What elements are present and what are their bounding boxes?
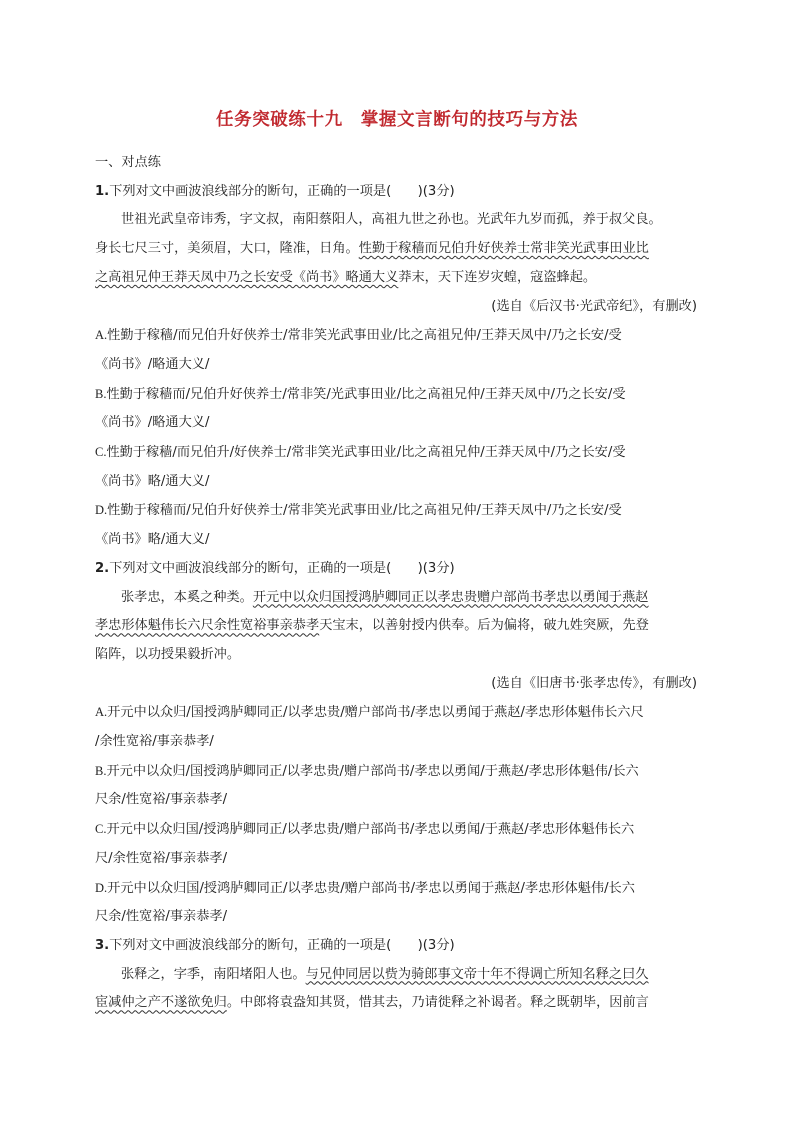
option-text: 《尚书》略/通大义/ bbox=[95, 473, 210, 489]
document-body bbox=[95, 149, 699, 1018]
source-citation: (选自《旧唐书·张孝忠传》，有删改) bbox=[491, 675, 697, 691]
passage-line bbox=[95, 206, 699, 235]
option-letter: A. bbox=[95, 328, 108, 343]
option-text: 尺余/性宽裕/事亲恭孝/ bbox=[95, 909, 228, 925]
passage-text: 张孝忠，本奚之种类。 bbox=[121, 589, 253, 605]
option-letter: A. bbox=[95, 705, 108, 720]
option-text: 性勤于稼穑而/兄伯升好侠养士/常非笑/光武事田业/比之高祖兄仲/王莽天凤中/乃之长安/受 bbox=[106, 386, 626, 402]
option-text: 《尚书》/略通大义/ bbox=[95, 415, 210, 431]
option-line bbox=[95, 903, 699, 932]
option-line bbox=[95, 409, 699, 438]
source-citation: (选自《后汉书·光武帝纪》，有删改) bbox=[491, 298, 697, 314]
question-text: 下列对文中画波浪线部分的断句，正确的一项是( )(3分) bbox=[109, 937, 455, 953]
option-line bbox=[95, 351, 699, 380]
option-line bbox=[95, 321, 699, 351]
option-line bbox=[95, 526, 699, 555]
question-number: 1. bbox=[95, 183, 110, 199]
wavy-underlined-text: 宦减仲之产不遂欲免归 bbox=[95, 995, 227, 1011]
option-text: 开元中以众归/国授鸿胪卿同正/以孝忠贵/赠户部尚书/孝忠以勇闻于燕赵/孝忠形体魁伟长六尺 bbox=[107, 705, 644, 721]
option-line bbox=[95, 815, 699, 845]
page-title: 任务突破练十九 掌握文言断句的技巧与方法 bbox=[216, 110, 578, 130]
option-text: /余性宽裕/事亲恭孝/ bbox=[95, 734, 214, 750]
passage-text: 莽末，天下连岁灾蝗，寇盗蜂起。 bbox=[398, 269, 597, 285]
passage-line bbox=[95, 961, 699, 990]
option-letter: D. bbox=[95, 503, 108, 518]
option-text: 《尚书》略/通大义/ bbox=[95, 532, 210, 548]
passage-text: 陷阵，以功授果毅折冲。 bbox=[95, 646, 241, 662]
passage-text: 张释之，字季，南阳堵阳人也。 bbox=[121, 966, 306, 982]
option-text: 性勤于稼穑/而兄伯升/好侠养士/常非笑光武事田业/比之高祖兄仲/王莽天凤中/乃之长安/受 bbox=[106, 445, 626, 461]
wavy-underlined-text: 之高祖兄仲王莽天凤中乃之长安受《尚书》略通大义 bbox=[95, 269, 399, 285]
option-text: 开元中以众归/国授鸿胪卿同正/以孝忠贵/赠户部尚书/孝忠以勇闻/于燕赵/孝忠形体魁伟/长六 bbox=[106, 763, 639, 779]
passage-line bbox=[95, 641, 699, 670]
question-text: 下列对文中画波浪线部分的断句，正确的一项是( )(3分) bbox=[109, 183, 455, 199]
passage-line bbox=[95, 584, 699, 613]
option-letter: B. bbox=[95, 763, 107, 778]
option-line bbox=[95, 757, 699, 787]
section-heading: 一、对点练 bbox=[95, 155, 161, 170]
option-line bbox=[95, 468, 699, 497]
option-text: 性勤于稼穑/而兄伯升好侠养士/常非笑光武事田业/比之高祖兄仲/王莽天凤中/乃之长安/受 bbox=[107, 328, 622, 344]
option-line bbox=[95, 496, 699, 526]
question-number: 3. bbox=[95, 937, 110, 953]
question-stem bbox=[95, 932, 699, 961]
passage-text: 世祖光武皇帝讳秀，字文叔，南阳蔡阳人，高祖九世之孙也。光武年九岁而孤，养于叔父良。 bbox=[121, 212, 662, 228]
wavy-underlined-text: 性勤于稼穑而兄伯升好侠养士常非笑光武事田业比 bbox=[358, 241, 649, 257]
option-text: 尺/余性宽裕/事亲恭孝/ bbox=[95, 850, 228, 866]
option-line bbox=[95, 698, 699, 728]
passage-line bbox=[95, 612, 699, 641]
question-text: 下列对文中画波浪线部分的断句，正确的一项是( )(3分) bbox=[109, 560, 455, 576]
option-line bbox=[95, 380, 699, 410]
option-line bbox=[95, 786, 699, 815]
passage-text: 。中郎将袁盎知其贤，惜其去，乃请徙释之补谒者。释之既朝毕，因前言 bbox=[226, 995, 649, 1011]
question-stem bbox=[95, 555, 699, 584]
option-text: 性勤于稼穑而/兄伯升好侠养士/常非笑光武事田业/比之高祖兄仲/王莽天凤中/乃之长安/受 bbox=[107, 503, 622, 519]
passage-line bbox=[95, 235, 699, 264]
passage-text: 天宝末，以善射授内供奉。后为偏将，破九姓突厥，先登 bbox=[319, 618, 649, 634]
wavy-underlined-text: 与兄仲同居以赀为骑郎事文帝十年不得调亡所知名释之曰久 bbox=[305, 966, 649, 982]
option-line bbox=[95, 874, 699, 904]
option-text: 《尚书》/略通大义/ bbox=[95, 356, 210, 372]
option-line bbox=[95, 728, 699, 757]
option-text: 尺余/性宽裕/事亲恭孝/ bbox=[95, 792, 228, 808]
option-letter: C. bbox=[95, 445, 107, 460]
option-text: 开元中以众归国/授鸿胪卿同正/以孝忠贵/赠户部尚书/孝忠以勇闻/于燕赵/孝忠形体魁伟长六 bbox=[106, 822, 635, 838]
option-letter: D. bbox=[95, 880, 108, 895]
wavy-underlined-text: 孝忠形体魁伟长六尺余性宽裕事亲恭孝 bbox=[95, 618, 320, 634]
passage-line bbox=[95, 989, 699, 1018]
option-text: 开元中以众归国/授鸿胪卿同正/以孝忠贵/赠户部尚书/孝忠以勇闻于燕赵/孝忠形体魁伟/长六 bbox=[107, 880, 635, 896]
question-stem bbox=[95, 178, 699, 207]
option-line bbox=[95, 438, 699, 468]
option-letter: C. bbox=[95, 822, 107, 837]
wavy-underlined-text: 开元中以众归国授鸿胪卿同正以孝忠贵赠户部尚书孝忠以勇闻于燕赵 bbox=[252, 589, 649, 605]
option-line bbox=[95, 845, 699, 874]
option-letter: B. bbox=[95, 386, 107, 401]
passage-text: 身长七尺三寸，美须眉，大口，隆准，日角。 bbox=[95, 241, 359, 257]
passage-line bbox=[95, 264, 699, 293]
question-number: 2. bbox=[95, 560, 110, 576]
